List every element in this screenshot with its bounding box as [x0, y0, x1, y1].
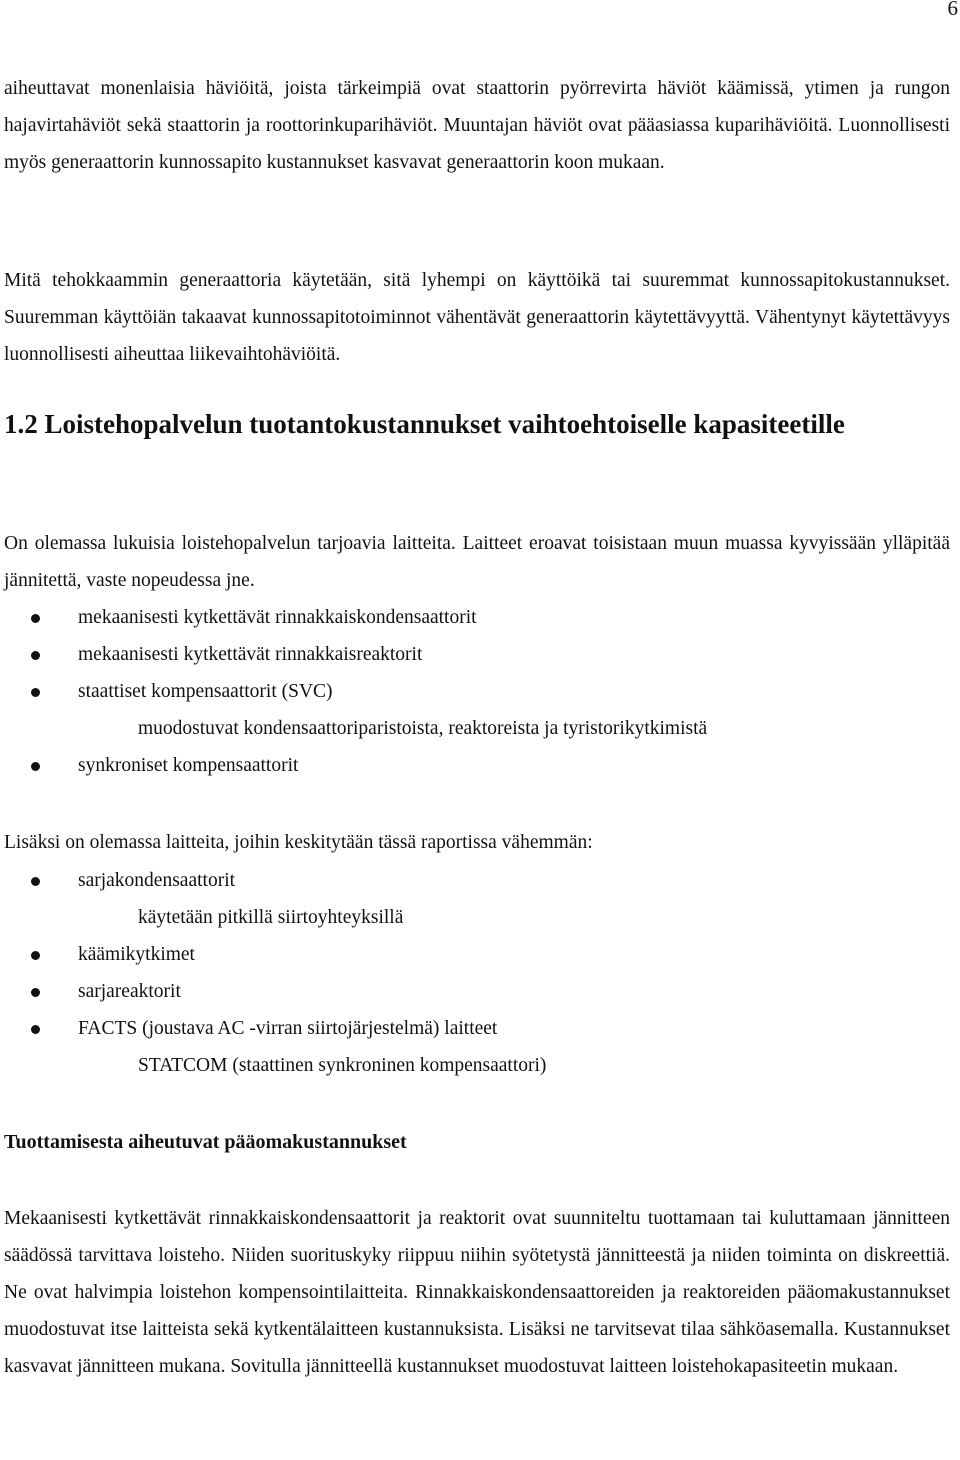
- list-item: [4, 936, 950, 973]
- paragraph-capital-costs: Mekaanisesti kytkettävät rinnakkaiskondensaattorit ja reaktorit ovat suunniteltu tuottamaan tai kuluttamaan jännitteen säädössä tarvittava loisteho. Niiden suorituskyky riippuu niihin syötetystä jännitteestä ja niiden toiminta on diskreettiä. Ne ovat halvimpia loistehon kompensointilaitteita. Rinnakkaiskondensaattoreiden ja reaktoreiden pääomakustannukset muodostuvat itse laitteista sekä kytkentälaitteen kustannuksista. Lisäksi ne tarvitsevat tilaa sähköasemalla. Kustannukset kasvavat jännitteen mukana. Sovitulla jännitteellä kustannukset muodostuvat laitteen loistehokapasiteetin mukaan.: [4, 1208, 950, 1377]
- bullet-icon: [31, 951, 40, 960]
- list-subitem: [4, 710, 950, 747]
- bullet-icon: [31, 614, 40, 623]
- bullet-icon: [31, 1025, 40, 1034]
- list-item: [4, 747, 950, 784]
- list-item-label: FACTS (joustava AC -virran siirtojärjestelmä) laitteet: [78, 1018, 498, 1039]
- paragraph-losses: aiheuttavat monenlaisia häviöitä, joista tärkeimpiä ovat staattorin pyörrevirta häviöt käämissä, ytimen ja rungon hajavirtahäviöt sekä staattorin ja roottorinkuparihäviöt. Muuntajan häviöt ovat pääasiassa kuparihäviöitä. Luonnollisesti myös generaattorin kunnossapito kustannukset kasvavat generaattorin koon mukaan.: [4, 78, 950, 173]
- list-item-label: mekaanisesti kytkettävät rinnakkaisreaktorit: [78, 644, 423, 665]
- list-subitem: [4, 899, 950, 936]
- list-subitem-label: STATCOM (staattinen synkroninen kompensaattori): [138, 1055, 547, 1076]
- paragraph-devices-intro: On olemassa lukuisia loistehopalvelun tarjoavia laitteita. Laitteet eroavat toisistaan muun muassa kyvyissään ylläpitää jännitettä, vaste nopeudessa jne.: [4, 533, 950, 591]
- list-item: [4, 599, 950, 636]
- list-item-label: sarjakondensaattorit: [78, 870, 236, 891]
- bullet-icon: [31, 762, 40, 771]
- list-item-label: käämikytkimet: [78, 944, 195, 965]
- list-subitem-label: muodostuvat kondensaattoriparistoista, reaktoreista ja tyristorikytkimistä: [138, 718, 708, 739]
- device-list: [4, 599, 950, 784]
- list-subitem-label: käytetään pitkillä siirtoyhteyksillä: [138, 907, 404, 928]
- paragraph-other-devices: Lisäksi on olemassa laitteita, joihin keskitytään tässä raportissa vähemmän:: [4, 832, 593, 853]
- paragraph-maintenance: Mitä tehokkaammin generaattoria käytetään, sitä lyhempi on käyttöikä tai suuremmat kunnossapitokustannukset. Suuremman käyttöiän takaavat kunnossapitotoiminnot vähentävät generaattorin käytettävyyttä. Vähentynyt käytettävyys luonnollisesti aiheuttaa liikevaihtohäviöitä.: [4, 270, 950, 365]
- list-item: [4, 673, 950, 710]
- list-item: [4, 1010, 950, 1047]
- list-item: [4, 636, 950, 673]
- other-device-list: [4, 862, 950, 1084]
- list-subitem: [4, 1047, 950, 1084]
- list-item-label: staattiset kompensaattorit (SVC): [78, 681, 333, 702]
- section-heading: 1.2 Loistehopalvelun tuotantokustannukset vaihtoehtoiselle kapasiteetille: [4, 409, 845, 439]
- bullet-icon: [31, 688, 40, 697]
- subheading-capital-costs: Tuottamisesta aiheutuvat pääomakustannukset: [4, 1131, 407, 1153]
- bullet-icon: [31, 877, 40, 886]
- list-item-label: sarjareaktorit: [78, 981, 181, 1002]
- bullet-icon: [31, 651, 40, 660]
- list-item-label: synkroniset kompensaattorit: [78, 755, 299, 776]
- list-item-label: mekaanisesti kytkettävät rinnakkaiskondensaattorit: [78, 607, 477, 628]
- list-item: [4, 862, 950, 899]
- bullet-icon: [31, 988, 40, 997]
- list-item: [4, 973, 950, 1010]
- page-number: 6: [947, 0, 958, 20]
